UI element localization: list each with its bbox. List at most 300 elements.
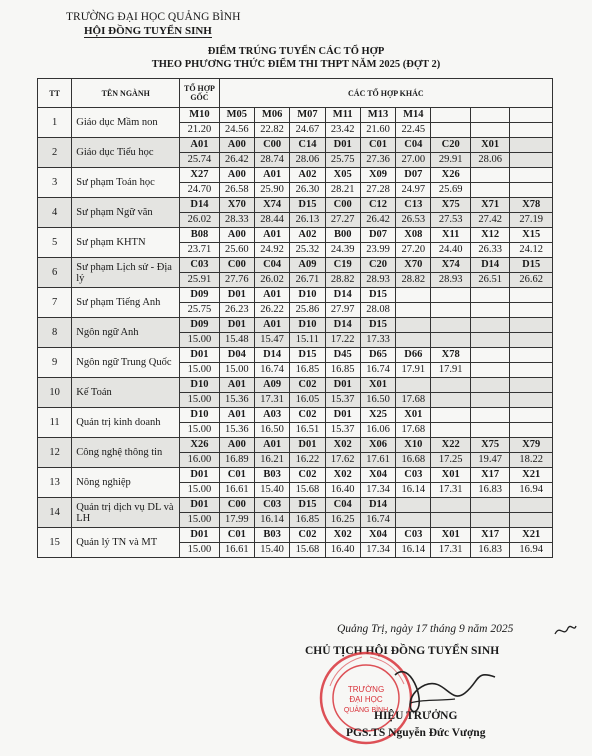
- combo-score: 26.51: [470, 273, 509, 288]
- combo-score: 24.97: [396, 183, 431, 198]
- base-combo-code: C03: [180, 258, 219, 273]
- combo-code: [510, 108, 553, 123]
- combo-score: 26.23: [219, 303, 254, 318]
- major-name: Kế Toán: [72, 378, 180, 408]
- base-combo-code: D10: [180, 408, 219, 423]
- header-major: TÊN NGÀNH: [72, 79, 180, 108]
- combo-code: C00: [219, 258, 254, 273]
- doc-title-line1: ĐIỂM TRÚNG TUYỂN CÁC TỔ HỢP: [207, 46, 385, 57]
- combo-code: C01: [360, 138, 395, 153]
- combo-code: [510, 378, 553, 393]
- header-tt: TT: [38, 79, 72, 108]
- header-others: CÁC TỔ HỢP KHÁC: [219, 79, 552, 108]
- combo-code: D14: [325, 288, 360, 303]
- combo-code: X70: [396, 258, 431, 273]
- combo-score: 25.75: [325, 153, 360, 168]
- combo-code: A00: [219, 168, 254, 183]
- combo-code: D15: [510, 258, 553, 273]
- major-name: Quản lý TN và MT: [72, 528, 180, 558]
- combo-score: 16.85: [325, 363, 360, 378]
- combo-code: X04: [360, 528, 395, 543]
- base-combo-code: X27: [180, 168, 219, 183]
- combo-code: X05: [325, 168, 360, 183]
- combo-score: 26.53: [396, 213, 431, 228]
- combo-code: C01: [219, 468, 254, 483]
- combo-score: 29.91: [431, 153, 470, 168]
- combo-score: 26.22: [254, 303, 289, 318]
- combo-score: 16.94: [510, 543, 553, 558]
- combo-score: [431, 393, 470, 408]
- major-name: Sư phạm Ngữ văn: [72, 198, 180, 228]
- combo-score: 21.60: [360, 123, 395, 138]
- row-number: 14: [38, 498, 72, 528]
- combo-score: 16.40: [325, 483, 360, 498]
- base-combo-score: 15.00: [180, 363, 219, 378]
- combo-code: C13: [396, 198, 431, 213]
- combo-code: X71: [470, 198, 509, 213]
- combo-score: 23.99: [360, 243, 395, 258]
- combo-code: X02: [325, 528, 360, 543]
- combo-code: C03: [396, 528, 431, 543]
- combo-code: A00: [219, 138, 254, 153]
- combo-code: X75: [431, 198, 470, 213]
- row-number: 8: [38, 318, 72, 348]
- combo-code: C19: [325, 258, 360, 273]
- combo-code: [510, 498, 553, 513]
- table-row-codes: [38, 528, 553, 543]
- base-combo-code: A01: [180, 138, 219, 153]
- major-name: Công nghệ thông tin: [72, 438, 180, 468]
- table-row-codes: [38, 468, 553, 483]
- combo-code: X01: [431, 468, 470, 483]
- combo-code: X01: [396, 408, 431, 423]
- combo-code: D04: [219, 348, 254, 363]
- combo-score: 28.06: [470, 153, 509, 168]
- combo-score: 16.61: [219, 483, 254, 498]
- combo-code: D01: [325, 408, 360, 423]
- table-row-codes: [38, 288, 553, 303]
- combo-code: C03: [396, 468, 431, 483]
- combo-score: 22.45: [396, 123, 431, 138]
- base-combo-code: M10: [180, 108, 219, 123]
- combo-score: [470, 183, 509, 198]
- combo-code: A01: [254, 168, 289, 183]
- svg-text:TRƯỜNG: TRƯỜNG: [347, 685, 385, 694]
- base-combo-score: 21.20: [180, 123, 219, 138]
- combo-score: [470, 123, 509, 138]
- base-combo-score: 15.00: [180, 333, 219, 348]
- combo-code: D01: [325, 138, 360, 153]
- combo-code: X12: [470, 228, 509, 243]
- combo-code: X15: [510, 228, 553, 243]
- combo-code: [431, 108, 470, 123]
- combo-score: 16.74: [360, 363, 395, 378]
- base-combo-score: 26.02: [180, 213, 219, 228]
- combo-code: D01: [290, 438, 325, 453]
- combo-code: D07: [360, 228, 395, 243]
- combo-code: A01: [219, 378, 254, 393]
- row-number: 5: [38, 228, 72, 258]
- combo-code: D45: [325, 348, 360, 363]
- row-number: 13: [38, 468, 72, 498]
- row-number: 10: [38, 378, 72, 408]
- combo-score: 27.19: [510, 213, 553, 228]
- combo-code: D15: [290, 198, 325, 213]
- combo-score: 15.00: [219, 363, 254, 378]
- combo-score: [510, 123, 553, 138]
- combo-code: D15: [360, 318, 395, 333]
- combo-code: C04: [254, 258, 289, 273]
- council-name-text: HỘI ĐỒNG TUYỂN SINH: [84, 25, 212, 37]
- combo-code: [470, 408, 509, 423]
- combo-score: 27.42: [470, 213, 509, 228]
- combo-score: 17.61: [360, 453, 395, 468]
- combo-score: 25.32: [290, 243, 325, 258]
- combo-score: 16.50: [254, 423, 289, 438]
- combo-score: 16.14: [396, 483, 431, 498]
- combo-code: [431, 498, 470, 513]
- combo-score: [431, 333, 470, 348]
- combo-score: 15.36: [219, 393, 254, 408]
- combo-code: [470, 168, 509, 183]
- combo-code: D14: [470, 258, 509, 273]
- table-header-row: [38, 79, 553, 108]
- combo-score: 27.76: [219, 273, 254, 288]
- combo-score: 28.06: [290, 153, 325, 168]
- combo-score: 15.47: [254, 333, 289, 348]
- combo-code: M06: [254, 108, 289, 123]
- table-row-codes: [38, 108, 553, 123]
- combo-score: [396, 513, 431, 528]
- combo-score: [510, 303, 553, 318]
- combo-score: [510, 363, 553, 378]
- table-row-codes: [38, 318, 553, 333]
- combo-score: 26.02: [254, 273, 289, 288]
- combo-code: X04: [360, 468, 395, 483]
- combo-score: 17.34: [360, 543, 395, 558]
- combo-score: 17.62: [325, 453, 360, 468]
- combo-score: 16.89: [219, 453, 254, 468]
- combo-score: 15.11: [290, 333, 325, 348]
- header-base: TỔ HỢP GỐC: [180, 79, 219, 108]
- table-row-codes: [38, 408, 553, 423]
- combo-code: C02: [290, 408, 325, 423]
- combo-score: 27.97: [325, 303, 360, 318]
- combo-code: A01: [254, 438, 289, 453]
- combo-score: 16.83: [470, 543, 509, 558]
- combo-code: C00: [325, 198, 360, 213]
- combo-code: X02: [325, 438, 360, 453]
- combo-code: A01: [254, 228, 289, 243]
- combo-code: C20: [360, 258, 395, 273]
- combo-score: [510, 183, 553, 198]
- combo-score: 28.33: [219, 213, 254, 228]
- table-row-codes: [38, 258, 553, 273]
- combo-score: 16.68: [396, 453, 431, 468]
- combo-score: 16.50: [360, 393, 395, 408]
- combo-score: [470, 303, 509, 318]
- combo-code: [431, 378, 470, 393]
- combo-score: [510, 513, 553, 528]
- combo-code: C02: [290, 378, 325, 393]
- combo-code: [470, 498, 509, 513]
- initial-mark-icon: [552, 620, 578, 640]
- row-number: 11: [38, 408, 72, 438]
- row-number: 7: [38, 288, 72, 318]
- base-combo-score: 15.00: [180, 483, 219, 498]
- combo-score: 16.14: [396, 543, 431, 558]
- combo-score: 16.74: [254, 363, 289, 378]
- combo-code: D15: [290, 348, 325, 363]
- combo-code: X01: [431, 528, 470, 543]
- combo-code: C04: [325, 498, 360, 513]
- combo-score: 17.31: [254, 393, 289, 408]
- combo-score: 17.91: [396, 363, 431, 378]
- major-name: Giáo dục Tiểu học: [72, 138, 180, 168]
- combo-code: C00: [254, 138, 289, 153]
- combo-score: [470, 423, 509, 438]
- base-combo-score: 24.70: [180, 183, 219, 198]
- base-combo-code: D01: [180, 528, 219, 543]
- combo-code: X01: [470, 138, 509, 153]
- table-row-codes: [38, 438, 553, 453]
- combo-score: [510, 153, 553, 168]
- combo-code: A02: [290, 228, 325, 243]
- combo-code: [510, 138, 553, 153]
- base-combo-code: X26: [180, 438, 219, 453]
- combo-score: 28.08: [360, 303, 395, 318]
- combo-code: C14: [290, 138, 325, 153]
- base-combo-score: 15.00: [180, 513, 219, 528]
- combo-score: 17.22: [325, 333, 360, 348]
- combo-score: 27.00: [396, 153, 431, 168]
- major-name: Giáo dục Mầm non: [72, 108, 180, 138]
- major-name: Sư phạm Toán học: [72, 168, 180, 198]
- combo-code: C02: [290, 468, 325, 483]
- combo-code: X17: [470, 468, 509, 483]
- base-combo-score: 15.00: [180, 393, 219, 408]
- combo-score: 17.33: [360, 333, 395, 348]
- signer-name: PGS.TS Nguyễn Đức Vượng: [346, 727, 486, 739]
- combo-code: [396, 288, 431, 303]
- combo-score: 24.12: [510, 243, 553, 258]
- combo-code: X21: [510, 468, 553, 483]
- combo-code: [396, 378, 431, 393]
- combo-code: [470, 108, 509, 123]
- combo-score: [470, 513, 509, 528]
- combo-code: D14: [325, 318, 360, 333]
- combo-score: [510, 423, 553, 438]
- row-number: 15: [38, 528, 72, 558]
- combo-score: 28.82: [325, 273, 360, 288]
- combo-score: 16.61: [219, 543, 254, 558]
- combo-code: [510, 168, 553, 183]
- combo-code: X21: [510, 528, 553, 543]
- table-row-codes: [38, 198, 553, 213]
- combo-score: [510, 393, 553, 408]
- combo-code: D10: [290, 318, 325, 333]
- combo-score: [470, 333, 509, 348]
- combo-score: 15.68: [290, 483, 325, 498]
- combo-score: 17.91: [431, 363, 470, 378]
- combo-code: A09: [254, 378, 289, 393]
- combo-score: 25.86: [290, 303, 325, 318]
- combo-score: 28.93: [431, 273, 470, 288]
- combo-score: [431, 303, 470, 318]
- row-number: 9: [38, 348, 72, 378]
- combo-code: [510, 408, 553, 423]
- combo-code: B00: [325, 228, 360, 243]
- combo-score: 15.68: [290, 543, 325, 558]
- combo-score: 16.22: [290, 453, 325, 468]
- base-combo-code: D09: [180, 318, 219, 333]
- combo-code: C02: [290, 528, 325, 543]
- base-combo-code: D14: [180, 198, 219, 213]
- combo-code: A03: [254, 408, 289, 423]
- table-row-codes: [38, 348, 553, 363]
- combo-score: 16.94: [510, 483, 553, 498]
- combo-score: 16.40: [325, 543, 360, 558]
- combo-score: 25.90: [254, 183, 289, 198]
- table-row-codes: [38, 168, 553, 183]
- table-row-codes: [38, 228, 553, 243]
- combo-score: 26.62: [510, 273, 553, 288]
- svg-text:ĐẠI HỌC: ĐẠI HỌC: [349, 695, 383, 704]
- combo-code: D01: [219, 318, 254, 333]
- combo-score: 16.51: [290, 423, 325, 438]
- council-name: [84, 25, 212, 37]
- major-name: Sư phạm Lịch sử - Địa lý: [72, 258, 180, 288]
- combo-code: [510, 288, 553, 303]
- base-combo-code: D09: [180, 288, 219, 303]
- combo-code: D14: [360, 498, 395, 513]
- major-name: Nông nghiệp: [72, 468, 180, 498]
- combo-code: D15: [290, 498, 325, 513]
- rector-title: HIỆU TRƯỞNG: [374, 710, 458, 722]
- combo-score: 15.48: [219, 333, 254, 348]
- combo-score: [470, 363, 509, 378]
- combo-score: 16.05: [290, 393, 325, 408]
- combo-score: 24.67: [290, 123, 325, 138]
- combo-score: 16.14: [254, 513, 289, 528]
- combo-score: 27.28: [360, 183, 395, 198]
- combo-code: A01: [254, 318, 289, 333]
- combo-score: [510, 333, 553, 348]
- combo-score: 24.56: [219, 123, 254, 138]
- combo-score: 18.22: [510, 453, 553, 468]
- combo-code: X01: [360, 378, 395, 393]
- combo-score: 17.31: [431, 543, 470, 558]
- combo-code: X10: [396, 438, 431, 453]
- combo-score: 17.99: [219, 513, 254, 528]
- combo-code: X17: [470, 528, 509, 543]
- combo-code: [510, 348, 553, 363]
- combo-score: 28.74: [254, 153, 289, 168]
- combo-code: A01: [219, 408, 254, 423]
- combo-score: 25.69: [431, 183, 470, 198]
- signing-date: Quảng Trị, ngày 17 tháng 9 năm 2025: [337, 623, 514, 635]
- combo-score: 26.42: [219, 153, 254, 168]
- combo-code: D66: [396, 348, 431, 363]
- combo-score: 15.37: [325, 423, 360, 438]
- combo-code: A09: [290, 258, 325, 273]
- combo-code: X06: [360, 438, 395, 453]
- base-combo-score: 25.75: [180, 303, 219, 318]
- combo-code: X74: [254, 198, 289, 213]
- combo-code: X79: [510, 438, 553, 453]
- table-row-codes: [38, 378, 553, 393]
- major-name: Ngôn ngữ Anh: [72, 318, 180, 348]
- major-name: Sư phạm KHTN: [72, 228, 180, 258]
- combo-score: 16.25: [325, 513, 360, 528]
- combo-score: 27.20: [396, 243, 431, 258]
- combo-code: X09: [360, 168, 395, 183]
- base-combo-score: 25.74: [180, 153, 219, 168]
- combo-code: A01: [254, 288, 289, 303]
- combo-code: X74: [431, 258, 470, 273]
- combo-score: 24.40: [431, 243, 470, 258]
- university-name: TRƯỜNG ĐẠI HỌC QUẢNG BÌNH: [66, 11, 241, 23]
- combo-score: 26.13: [290, 213, 325, 228]
- combo-code: D01: [325, 378, 360, 393]
- combo-code: C04: [396, 138, 431, 153]
- combo-code: M05: [219, 108, 254, 123]
- combo-code: M13: [360, 108, 395, 123]
- row-number: 12: [38, 438, 72, 468]
- row-number: 1: [38, 108, 72, 138]
- base-combo-code: D01: [180, 348, 219, 363]
- combo-score: 17.34: [360, 483, 395, 498]
- combo-score: 16.85: [290, 363, 325, 378]
- combo-score: 15.37: [325, 393, 360, 408]
- base-combo-code: D10: [180, 378, 219, 393]
- combo-code: M14: [396, 108, 431, 123]
- combo-code: D01: [219, 288, 254, 303]
- combo-code: [470, 288, 509, 303]
- row-number: 4: [38, 198, 72, 228]
- combo-score: 28.82: [396, 273, 431, 288]
- combo-code: D14: [254, 348, 289, 363]
- row-number: 6: [38, 258, 72, 288]
- combo-score: 15.36: [219, 423, 254, 438]
- table-row-codes: [38, 498, 553, 513]
- combo-score: 26.71: [290, 273, 325, 288]
- combo-score: 25.60: [219, 243, 254, 258]
- row-number: 3: [38, 168, 72, 198]
- row-number: 2: [38, 138, 72, 168]
- combo-code: [396, 318, 431, 333]
- combo-code: C12: [360, 198, 395, 213]
- doc-title-line2: THEO PHƯƠNG THỨC ĐIỂM THI THPT NĂM 2025 (ĐỢT 2): [151, 59, 441, 70]
- combo-code: [510, 318, 553, 333]
- svg-text:QUẢNG BÌNH: QUẢNG BÌNH: [343, 707, 389, 714]
- combo-code: [431, 408, 470, 423]
- combo-code: A02: [290, 168, 325, 183]
- combo-score: 27.36: [360, 153, 395, 168]
- combo-code: A00: [219, 228, 254, 243]
- combo-code: D10: [290, 288, 325, 303]
- combo-score: 24.39: [325, 243, 360, 258]
- combo-score: [431, 423, 470, 438]
- base-combo-score: 23.71: [180, 243, 219, 258]
- combo-code: X22: [431, 438, 470, 453]
- combo-code: X02: [325, 468, 360, 483]
- combo-score: 16.06: [360, 423, 395, 438]
- combo-code: D15: [360, 288, 395, 303]
- combo-code: B03: [254, 528, 289, 543]
- base-combo-code: D01: [180, 468, 219, 483]
- combo-score: 15.40: [254, 543, 289, 558]
